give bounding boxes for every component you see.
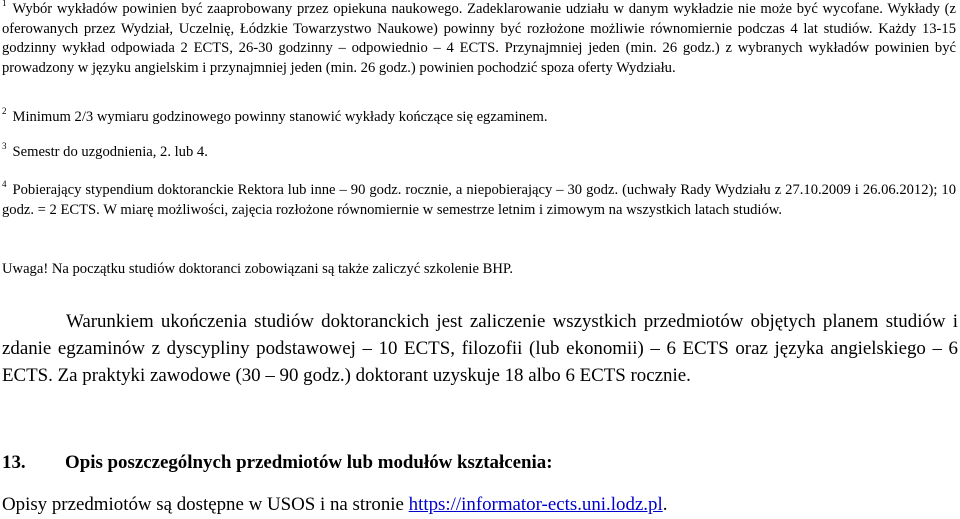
footnote-2 xyxy=(2,108,956,128)
footnote-marker: 1 xyxy=(2,0,7,9)
footnote-text: Wybór wykładów powinien być zaaprobowany przez opiekuna naukowego. Zadeklarowanie udziału w danym wykładzie nie może być wycofane. Wykłady (z oferowanych przez Wydział, Uczelnię, Łódzkie Towarzystwo Naukowe) powinny być rozłożone możliwie równomiernie podczas 4 lat studiów. Każdy 13-15 godzinny wykład odpowiada 2 ECTS, 26-30 godzinny – odpowiednio – 4 ECTS. Przynajmniej jeden (min. 26 godz.) z wybranych wykładów powinien być prowadzony w języku angielskim i przynajmniej jeden (min. 26 godz.) powinien pochodzić spoza oferty Wydziału. xyxy=(2,1,956,76)
footnote-marker: 2 xyxy=(2,106,7,117)
section-heading xyxy=(2,451,553,475)
footnote-text: Minimum 2/3 wymiaru godzinowego powinny stanowić wykłady kończące się egzaminem. xyxy=(12,109,548,125)
footnote-3 xyxy=(2,143,956,163)
bhp-notice: Uwaga! Na początku studiów doktoranci zobowiązani są także zaliczyć szkolenie BHP. xyxy=(2,261,514,277)
completion-requirements-paragraph: Warunkiem ukończenia studiów doktoranckich jest zaliczenie wszystkich przedmiotów objętych planem studiów i zdanie egzaminów z dyscypliny podstawowej – 10 ECTS, filozofii (lub ekonomii) – 6 ECTS oraz języka angielskiego – 6 ECTS. Za praktyki zawodowe (30 – 90 godz.) doktorant uzyskuje 18 albo 6 ECTS rocznie. xyxy=(2,311,958,387)
footnote-1 xyxy=(2,0,956,78)
descriptions-paragraph xyxy=(2,493,667,517)
descriptions-suffix: . xyxy=(662,494,668,515)
section-number: 13. xyxy=(2,452,26,473)
footnote-text: Semestr do uzgodnienia, 2. lub 4. xyxy=(12,144,208,160)
descriptions-text: Opisy przedmiotów są dostępne w USOS i na stronie xyxy=(2,494,409,515)
footnote-4 xyxy=(2,181,956,220)
footnote-marker: 4 xyxy=(2,179,7,190)
footnote-marker: 3 xyxy=(2,141,7,152)
informator-ects-link[interactable]: https://informator-ects.uni.lodz.pl xyxy=(408,494,663,515)
section-title: Opis poszczególnych przedmiotów lub modułów kształcenia: xyxy=(65,452,553,473)
footnote-text: Pobierający stypendium doktoranckie Rektora lub inne – 90 godz. rocznie, a niepobierający – 30 godz. (uchwały Rady Wydziału z 27.10.2009 i 26.06.2012); 10 godz. = 2 ECTS. W miarę możliwości, zajęcia rozłożone równomiernie w semestrze letnim i zimowym na wszystkich latach studiów. xyxy=(2,182,956,218)
